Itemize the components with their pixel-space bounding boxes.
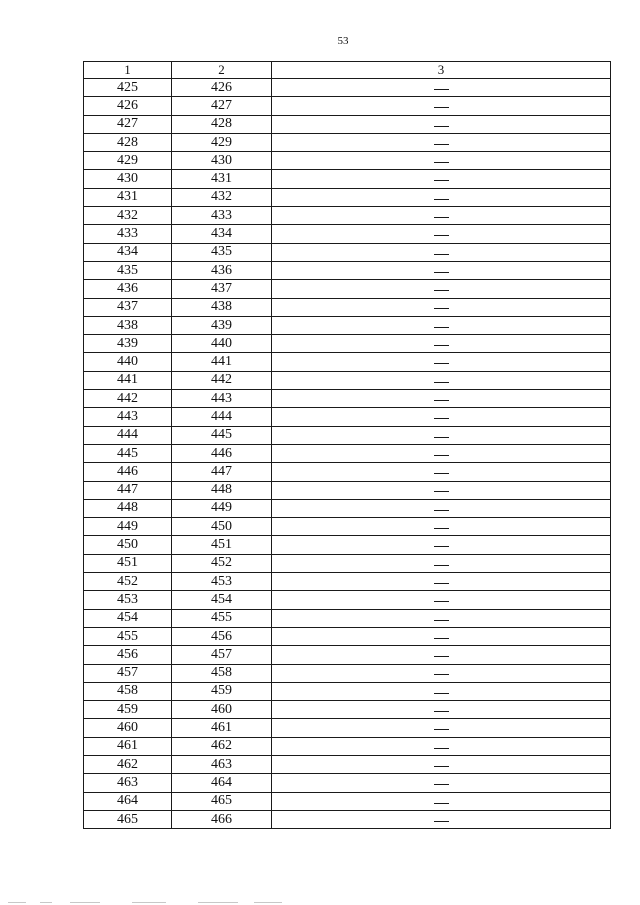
table-cell-col-2: 429 <box>172 133 272 151</box>
column-header-3: 3 <box>272 62 611 79</box>
table-row <box>84 646 611 664</box>
table-cell-col-2: 442 <box>172 371 272 389</box>
table-cell-col-1: 445 <box>84 444 172 462</box>
table-row <box>84 573 611 591</box>
table-cell-col-2: 436 <box>172 261 272 279</box>
dash-mark <box>434 601 449 602</box>
dash-mark <box>434 290 449 291</box>
table-cell-col-2: 445 <box>172 426 272 444</box>
table-cell-col-3 <box>272 79 611 97</box>
dash-mark <box>434 766 449 767</box>
table-row <box>84 664 611 682</box>
table-row <box>84 518 611 536</box>
dash-mark <box>434 217 449 218</box>
table-row <box>84 554 611 572</box>
table-cell-col-2: 459 <box>172 682 272 700</box>
dash-mark <box>434 455 449 456</box>
dash-mark <box>434 327 449 328</box>
table-cell-col-2: 447 <box>172 463 272 481</box>
table-cell-col-2: 426 <box>172 79 272 97</box>
table-cell-col-1: 448 <box>84 499 172 517</box>
table-cell-col-3 <box>272 353 611 371</box>
table-cell-col-2: 460 <box>172 701 272 719</box>
dash-mark <box>434 674 449 675</box>
table-cell-col-3 <box>272 408 611 426</box>
table-cell-col-3 <box>272 554 611 572</box>
dash-mark <box>434 144 449 145</box>
table-cell-col-3 <box>272 481 611 499</box>
dash-mark <box>434 199 449 200</box>
table-cell-col-1: 433 <box>84 225 172 243</box>
table-row <box>84 261 611 279</box>
table-cell-col-3 <box>272 444 611 462</box>
table-cell-col-1: 436 <box>84 280 172 298</box>
table-cell-col-1: 425 <box>84 79 172 97</box>
table-row <box>84 755 611 773</box>
table-cell-col-1: 430 <box>84 170 172 188</box>
table-cell-col-2: 433 <box>172 207 272 225</box>
table-cell-col-2: 464 <box>172 774 272 792</box>
table-cell-col-2: 461 <box>172 719 272 737</box>
dash-mark <box>434 473 449 474</box>
table-cell-col-1: 447 <box>84 481 172 499</box>
table-row <box>84 774 611 792</box>
table-cell-col-1: 456 <box>84 646 172 664</box>
table-cell-col-3 <box>272 701 611 719</box>
table-row <box>84 682 611 700</box>
table-cell-col-2: 455 <box>172 609 272 627</box>
dash-mark <box>434 638 449 639</box>
table-cell-col-1: 461 <box>84 737 172 755</box>
table-cell-col-1: 440 <box>84 353 172 371</box>
table-cell-col-2: 465 <box>172 792 272 810</box>
table-cell-col-3 <box>272 518 611 536</box>
table-cell-col-1: 431 <box>84 188 172 206</box>
table-row <box>84 152 611 170</box>
table-cell-col-1: 450 <box>84 536 172 554</box>
table-cell-col-1: 459 <box>84 701 172 719</box>
table-cell-col-1: 435 <box>84 261 172 279</box>
table-cell-col-1: 462 <box>84 755 172 773</box>
table-cell-col-2: 458 <box>172 664 272 682</box>
table-row <box>84 499 611 517</box>
table-row <box>84 792 611 810</box>
table-cell-col-2: 457 <box>172 646 272 664</box>
table-cell-col-2: 435 <box>172 243 272 261</box>
dash-mark <box>434 729 449 730</box>
table-cell-col-3 <box>272 591 611 609</box>
table-cell-col-3 <box>272 426 611 444</box>
table-cell-col-3 <box>272 719 611 737</box>
table-cell-col-2: 431 <box>172 170 272 188</box>
table-row <box>84 97 611 115</box>
table-cell-col-3 <box>272 390 611 408</box>
dash-mark <box>434 583 449 584</box>
table-cell-col-2: 448 <box>172 481 272 499</box>
dash-mark <box>434 491 449 492</box>
table-cell-col-1: 455 <box>84 627 172 645</box>
dash-mark <box>434 821 449 822</box>
table-row <box>84 426 611 444</box>
table-cell-col-3 <box>272 463 611 481</box>
table-cell-col-2: 449 <box>172 499 272 517</box>
table-row <box>84 115 611 133</box>
table-cell-col-3 <box>272 682 611 700</box>
table-cell-col-1: 438 <box>84 316 172 334</box>
table-cell-col-3 <box>272 152 611 170</box>
table-cell-col-1: 465 <box>84 810 172 828</box>
table-row <box>84 701 611 719</box>
table-cell-col-3 <box>272 335 611 353</box>
table-cell-col-3 <box>272 133 611 151</box>
dash-mark <box>434 162 449 163</box>
table-cell-col-1: 449 <box>84 518 172 536</box>
dash-mark <box>434 107 449 108</box>
table-row <box>84 371 611 389</box>
table-cell-col-3 <box>272 792 611 810</box>
table-cell-col-2: 454 <box>172 591 272 609</box>
table-cell-col-2: 452 <box>172 554 272 572</box>
table-cell-col-2: 450 <box>172 518 272 536</box>
table-row <box>84 463 611 481</box>
table-row <box>84 719 611 737</box>
table-cell-col-1: 428 <box>84 133 172 151</box>
table-cell-col-1: 427 <box>84 115 172 133</box>
column-header-1: 1 <box>84 62 172 79</box>
table-row <box>84 591 611 609</box>
table-cell-col-2: 446 <box>172 444 272 462</box>
table-cell-col-2: 451 <box>172 536 272 554</box>
table-cell-col-1: 454 <box>84 609 172 627</box>
dash-mark <box>434 565 449 566</box>
table-cell-col-2: 462 <box>172 737 272 755</box>
dash-mark <box>434 254 449 255</box>
table-cell-col-3 <box>272 298 611 316</box>
table-row <box>84 79 611 97</box>
table-cell-col-3 <box>272 316 611 334</box>
dash-mark <box>434 363 449 364</box>
table-cell-col-3 <box>272 627 611 645</box>
column-header-2: 2 <box>172 62 272 79</box>
page-number: 53 <box>337 35 349 47</box>
table-cell-col-1: 432 <box>84 207 172 225</box>
table-cell-col-2: 432 <box>172 188 272 206</box>
table-cell-col-2: 444 <box>172 408 272 426</box>
dash-mark <box>434 308 449 309</box>
table-cell-col-1: 443 <box>84 408 172 426</box>
table-cell-col-3 <box>272 536 611 554</box>
table-cell-col-3 <box>272 664 611 682</box>
table-cell-col-1: 460 <box>84 719 172 737</box>
dash-mark <box>434 510 449 511</box>
table-cell-col-2: 439 <box>172 316 272 334</box>
dash-mark <box>434 711 449 712</box>
table-cell-col-3 <box>272 115 611 133</box>
table-cell-col-1: 446 <box>84 463 172 481</box>
table-cell-col-1: 437 <box>84 298 172 316</box>
dash-mark <box>434 235 449 236</box>
table-cell-col-3 <box>272 755 611 773</box>
table-row <box>84 408 611 426</box>
table-cell-col-1: 451 <box>84 554 172 572</box>
table-cell-col-1: 429 <box>84 152 172 170</box>
table-cell-col-3 <box>272 97 611 115</box>
table-cell-col-1: 434 <box>84 243 172 261</box>
table-cell-col-1: 457 <box>84 664 172 682</box>
table-cell-col-2: 438 <box>172 298 272 316</box>
table-header-row <box>84 62 611 79</box>
dash-mark <box>434 528 449 529</box>
table-cell-col-3 <box>272 499 611 517</box>
table-cell-col-2: 428 <box>172 115 272 133</box>
table-body <box>84 79 611 829</box>
table-cell-col-3 <box>272 261 611 279</box>
scan-artifact-footer <box>0 896 640 905</box>
table-cell-col-3 <box>272 737 611 755</box>
table-cell-col-2: 443 <box>172 390 272 408</box>
table-cell-col-3 <box>272 371 611 389</box>
table-row <box>84 207 611 225</box>
table-row <box>84 353 611 371</box>
table-cell-col-3 <box>272 170 611 188</box>
table-row <box>84 335 611 353</box>
table-cell-col-3 <box>272 280 611 298</box>
table-cell-col-3 <box>272 188 611 206</box>
dash-mark <box>434 803 449 804</box>
table-cell-col-1: 453 <box>84 591 172 609</box>
table-cell-col-3 <box>272 609 611 627</box>
dash-mark <box>434 89 449 90</box>
table-cell-col-2: 440 <box>172 335 272 353</box>
table-row <box>84 627 611 645</box>
data-table <box>83 61 611 829</box>
table-cell-col-1: 426 <box>84 97 172 115</box>
table-row <box>84 810 611 828</box>
table-cell-col-1: 442 <box>84 390 172 408</box>
table-cell-col-1: 464 <box>84 792 172 810</box>
table-row <box>84 243 611 261</box>
table-cell-col-1: 463 <box>84 774 172 792</box>
table-row <box>84 133 611 151</box>
table-cell-col-1: 441 <box>84 371 172 389</box>
dash-mark <box>434 693 449 694</box>
table-row <box>84 390 611 408</box>
table-cell-col-1: 439 <box>84 335 172 353</box>
table-cell-col-2: 453 <box>172 573 272 591</box>
table-cell-col-2: 456 <box>172 627 272 645</box>
dash-mark <box>434 656 449 657</box>
table-cell-col-3 <box>272 774 611 792</box>
table-cell-col-2: 434 <box>172 225 272 243</box>
table-cell-col-2: 466 <box>172 810 272 828</box>
dash-mark <box>434 180 449 181</box>
table-row <box>84 609 611 627</box>
table-cell-col-2: 441 <box>172 353 272 371</box>
table-row <box>84 316 611 334</box>
table-cell-col-3 <box>272 810 611 828</box>
table-row <box>84 298 611 316</box>
table-cell-col-3 <box>272 243 611 261</box>
table-row <box>84 536 611 554</box>
dash-mark <box>434 382 449 383</box>
dash-mark <box>434 126 449 127</box>
table-row <box>84 444 611 462</box>
table-row <box>84 481 611 499</box>
table-row <box>84 188 611 206</box>
table-row <box>84 737 611 755</box>
dash-mark <box>434 400 449 401</box>
table-cell-col-2: 437 <box>172 280 272 298</box>
dash-mark <box>434 546 449 547</box>
table-cell-col-1: 444 <box>84 426 172 444</box>
dash-mark <box>434 418 449 419</box>
table-cell-col-1: 452 <box>84 573 172 591</box>
table-cell-col-1: 458 <box>84 682 172 700</box>
table-cell-col-3 <box>272 646 611 664</box>
dash-mark <box>434 748 449 749</box>
table-row <box>84 280 611 298</box>
dash-mark <box>434 345 449 346</box>
table-row <box>84 170 611 188</box>
dash-mark <box>434 620 449 621</box>
table-cell-col-3 <box>272 573 611 591</box>
dash-mark <box>434 784 449 785</box>
table-cell-col-2: 430 <box>172 152 272 170</box>
table-row <box>84 225 611 243</box>
table-cell-col-3 <box>272 225 611 243</box>
table-cell-col-2: 427 <box>172 97 272 115</box>
table-cell-col-3 <box>272 207 611 225</box>
dash-mark <box>434 272 449 273</box>
dash-mark <box>434 437 449 438</box>
table-cell-col-2: 463 <box>172 755 272 773</box>
